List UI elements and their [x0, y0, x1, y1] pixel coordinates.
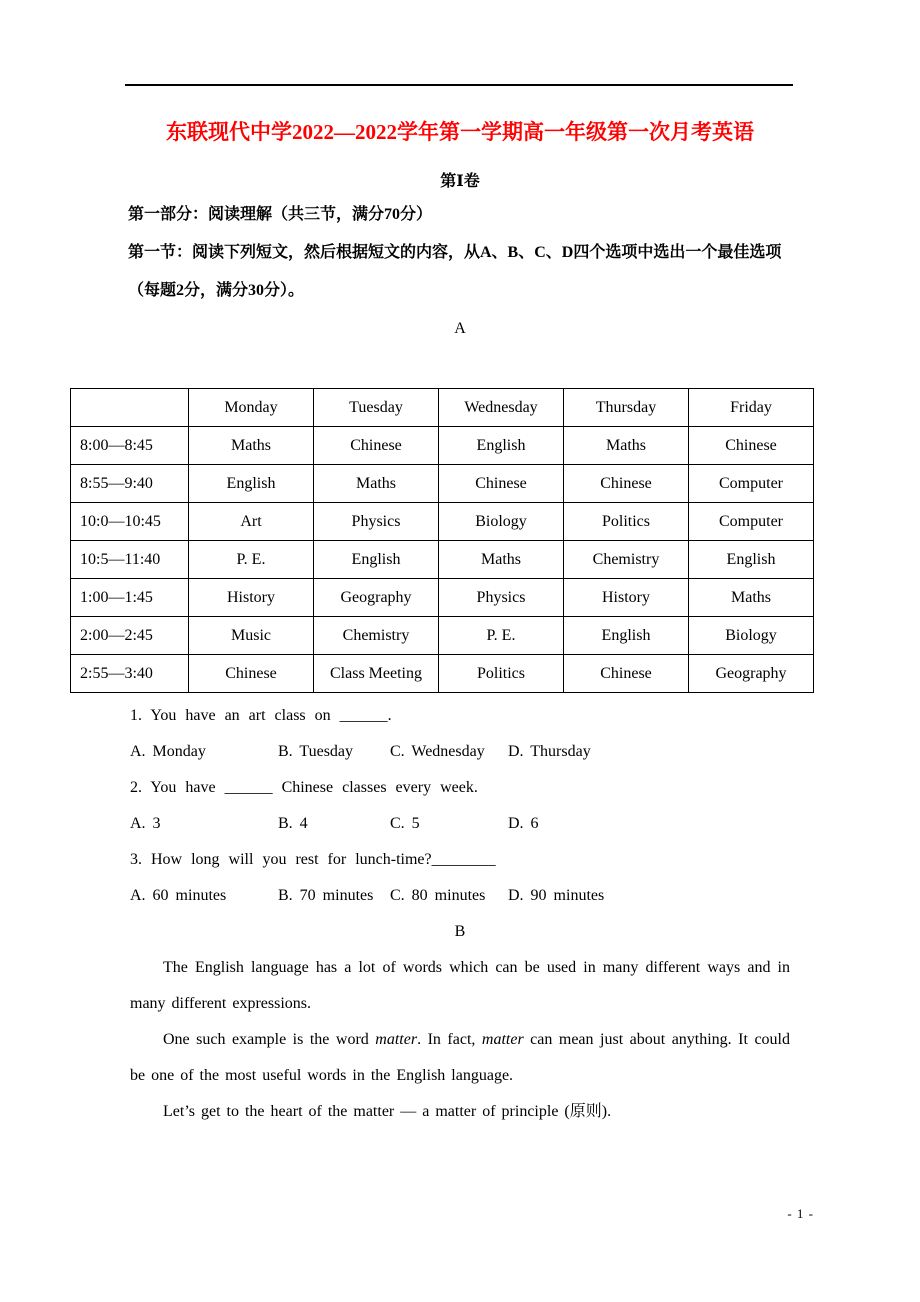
question-2-option-d: D. 6: [508, 815, 539, 832]
section1-instructions-line2: （每题2分，满分30分）。: [128, 282, 305, 299]
top-divider: [125, 84, 793, 86]
exam-title: 东联现代中学2022—2022学年第一学期高一年级第一次月考英语: [166, 120, 754, 144]
timetable-cell: English: [189, 465, 314, 503]
timetable-cell: Chinese: [689, 427, 814, 465]
timetable-cell: English: [314, 541, 439, 579]
timetable-row: [71, 541, 814, 579]
passage-a-label: A: [454, 320, 466, 337]
italic-word-matter: matter: [375, 1031, 418, 1048]
timetable-cell: Art: [189, 503, 314, 541]
question-2-stem: 2. You have ______ Chinese classes every week.: [130, 779, 478, 796]
timetable-corner-cell: [71, 389, 189, 427]
paragraph-text: . In fact,: [417, 1031, 482, 1048]
question-1-stem: 1. You have an art class on ______.: [130, 707, 392, 724]
question-3-option-c: C. 80 minutes: [390, 887, 486, 904]
question-3-options: [130, 878, 790, 914]
timetable-cell: English: [564, 617, 689, 655]
timetable-cell: Chinese: [314, 427, 439, 465]
timetable-row: [71, 579, 814, 617]
passage-b-label: B: [454, 923, 466, 940]
timetable-row: [71, 465, 814, 503]
timetable-time-cell: 10:0—10:45: [71, 503, 189, 541]
question-2-option-b: B. 4: [278, 815, 308, 832]
timetable-cell: Physics: [314, 503, 439, 541]
questions-and-passage-b: [0, 698, 920, 1130]
italic-word-matter: matter: [481, 1031, 524, 1048]
question-1-option-b: B. Tuesday: [278, 743, 354, 760]
timetable-cell: Biology: [439, 503, 564, 541]
timetable-cell: English: [689, 541, 814, 579]
instructions-block: [0, 196, 920, 348]
timetable-cell: History: [189, 579, 314, 617]
timetable-cell: Physics: [439, 579, 564, 617]
part1-heading: 第一部分：阅读理解（共三节，满分70分）: [128, 206, 433, 223]
question-1-option-d: D. Thursday: [508, 743, 591, 760]
page-number: - 1 -: [787, 1206, 814, 1221]
timetable-header-monday: Monday: [189, 389, 314, 427]
timetable-cell: Maths: [189, 427, 314, 465]
timetable-cell: Chinese: [564, 655, 689, 693]
timetable-cell: Geography: [314, 579, 439, 617]
question-2-option-a: A. 3: [130, 815, 161, 832]
timetable-cell: P. E.: [439, 617, 564, 655]
timetable-cell: Maths: [314, 465, 439, 503]
timetable-cell: Politics: [564, 503, 689, 541]
question-3-stem: 3. How long will you rest for lunch-time?________: [130, 851, 496, 868]
timetable-cell: History: [564, 579, 689, 617]
timetable-row: [71, 655, 814, 693]
timetable-row: [71, 427, 814, 465]
timetable-cell: Chinese: [189, 655, 314, 693]
timetable-cell: Maths: [564, 427, 689, 465]
timetable-time-cell: 8:55—9:40: [71, 465, 189, 503]
timetable-header-wednesday: Wednesday: [439, 389, 564, 427]
timetable-time-cell: 8:00—8:45: [71, 427, 189, 465]
timetable-cell: Biology: [689, 617, 814, 655]
timetable-cell: Computer: [689, 503, 814, 541]
timetable-cell: Chemistry: [314, 617, 439, 655]
timetable-cell: Maths: [439, 541, 564, 579]
timetable-cell: Chemistry: [564, 541, 689, 579]
volume-heading: 第Ⅰ卷: [440, 173, 480, 190]
timetable-time-cell: 10:5—11:40: [71, 541, 189, 579]
paragraph-text: can mean just about anything. It could be one of the most useful words in the English language.: [130, 1031, 791, 1084]
timetable-time-cell: 2:00—2:45: [71, 617, 189, 655]
timetable-time-cell: 1:00—1:45: [71, 579, 189, 617]
passage-b-paragraph-2: [130, 1022, 790, 1094]
timetable-header-thursday: Thursday: [564, 389, 689, 427]
question-3-option-d: D. 90 minutes: [508, 887, 605, 904]
timetable-header-friday: Friday: [689, 389, 814, 427]
timetable-cell: P. E.: [189, 541, 314, 579]
timetable-cell: Geography: [689, 655, 814, 693]
section1-instructions-line1: 第一节：阅读下列短文，然后根据短文的内容，从A、B、C、D四个选项中选出一个最佳选项: [128, 244, 782, 261]
question-2-option-c: C. 5: [390, 815, 420, 832]
passage-b-paragraph-3: Let’s get to the heart of the matter — a matter of principle (原则).: [163, 1103, 612, 1120]
timetable-cell: Music: [189, 617, 314, 655]
timetable-header-row: [71, 389, 814, 427]
question-2-options: [130, 806, 790, 842]
timetable-cell: Computer: [689, 465, 814, 503]
timetable-cell: Maths: [689, 579, 814, 617]
timetable-cell: Chinese: [439, 465, 564, 503]
question-3-option-b: B. 70 minutes: [278, 887, 374, 904]
paragraph-text: One such example is the word: [163, 1031, 376, 1048]
question-1-option-c: C. Wednesday: [390, 743, 485, 760]
timetable-time-cell: 2:55—3:40: [71, 655, 189, 693]
timetable-header-tuesday: Tuesday: [314, 389, 439, 427]
question-3-option-a: A. 60 minutes: [130, 887, 227, 904]
timetable-cell: Class Meeting: [314, 655, 439, 693]
timetable-row: [71, 503, 814, 541]
class-timetable: [70, 388, 814, 693]
passage-b-paragraph-1: The English language has a lot of words which can be used in many different ways and in many different expressions.: [130, 959, 790, 1012]
timetable-cell: English: [439, 427, 564, 465]
timetable-cell: Chinese: [564, 465, 689, 503]
timetable-row: [71, 617, 814, 655]
question-1-option-a: A. Monday: [130, 743, 206, 760]
timetable-cell: Politics: [439, 655, 564, 693]
question-1-options: [130, 734, 790, 770]
